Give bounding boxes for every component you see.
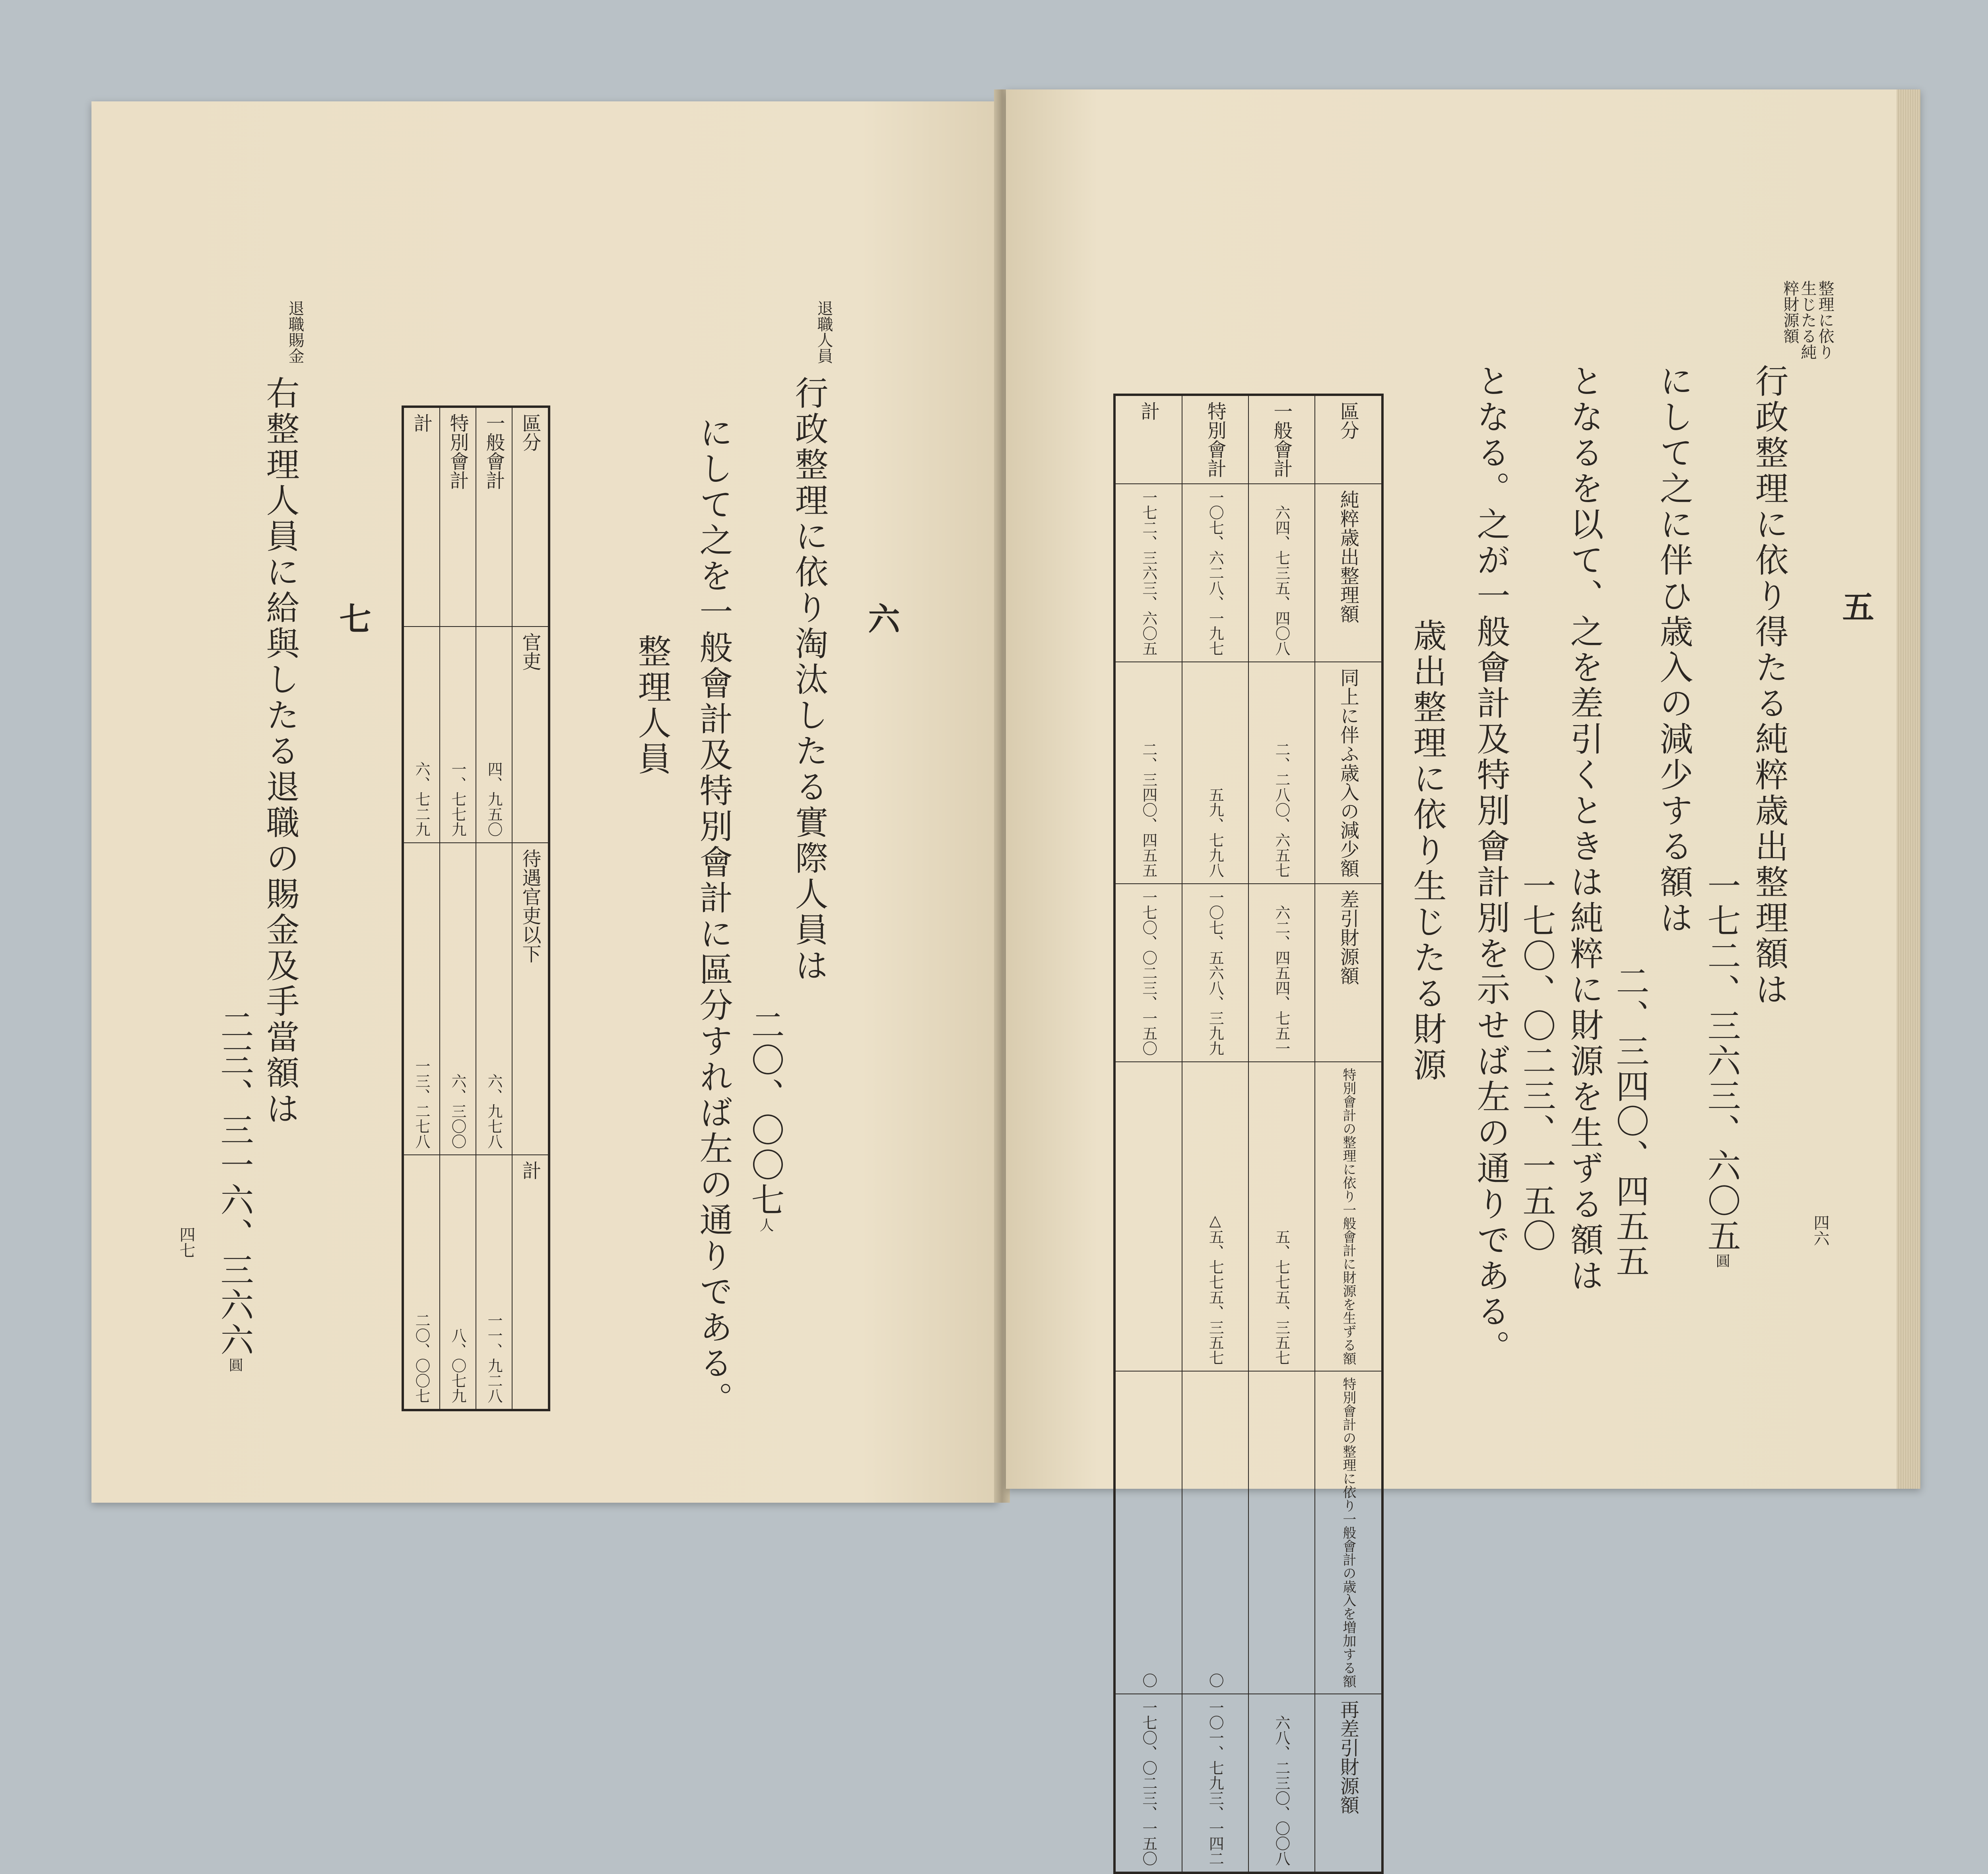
section-5-amount-1 bbox=[1698, 869, 1746, 1269]
cell-value: △五、七七五、三五七 bbox=[1182, 1062, 1248, 1371]
header-special-account-adjustment bbox=[1315, 1062, 1382, 1371]
section-5-line-1: 行政整理に依り得たる純粹歳出整理額は bbox=[1750, 364, 1789, 1008]
section-5-amount-3: 一七〇、〇二三、一五〇 bbox=[1517, 869, 1556, 1253]
table-row bbox=[1182, 395, 1248, 1873]
cell-value: 一〇一、七九三、一四二 bbox=[1182, 1694, 1248, 1873]
page-number: 四七 bbox=[177, 1226, 195, 1258]
cell-value: 二、二八〇、六五七 bbox=[1248, 662, 1315, 884]
amount-value: 二三、三一六、三六六 bbox=[215, 1008, 254, 1358]
section-5-amount-2: 二、三四〇、四五五 bbox=[1611, 964, 1650, 1279]
section-5-table-title: 歳出整理に依り生じたる財源 bbox=[1408, 618, 1447, 1083]
table-header-row bbox=[1315, 395, 1382, 1873]
cell-value: 六二、四五四、七五一 bbox=[1248, 884, 1315, 1062]
page-number: 四六 bbox=[1811, 1214, 1829, 1246]
header-officials: 官吏 bbox=[512, 627, 549, 842]
header-net-revenue: 差引財源額 bbox=[1315, 884, 1382, 1062]
page-edges bbox=[1897, 89, 1920, 1489]
table-row bbox=[1114, 395, 1182, 1873]
cell-value: 一七〇、〇二三、一五〇 bbox=[1114, 884, 1182, 1062]
staff-table bbox=[402, 405, 550, 1411]
section-6-line-2: にして之を一般會計及特別會計に區分すれば左の通りである。 bbox=[694, 415, 733, 1417]
left-page bbox=[91, 101, 998, 1503]
section-7-line-1: 右整理人員に給與したる退職の賜金及手當額は bbox=[261, 376, 300, 1127]
row-label: 特別會計 bbox=[440, 407, 476, 627]
cell-value: 六八、二三〇、〇〇八 bbox=[1248, 1694, 1315, 1873]
table-row bbox=[476, 407, 512, 1410]
amount-value: 一七二、三六三、六〇五 bbox=[1702, 869, 1741, 1253]
cell-value: 六、七二九 bbox=[403, 627, 440, 842]
amount-unit: 圓 bbox=[227, 1358, 243, 1373]
amount-unit: 圓 bbox=[1714, 1253, 1730, 1269]
side-note-retirement-allowance: 退職賜金 bbox=[286, 300, 304, 364]
amount-unit: 人 bbox=[757, 1218, 774, 1234]
header-net-expenditure-cut: 純粹歳出整理額 bbox=[1315, 484, 1382, 662]
table-row bbox=[440, 407, 476, 1410]
cell-value: 一七二、三六三、六〇五 bbox=[1114, 484, 1182, 662]
section-5-line-3: となるを以て、之を差引くときは純粹に財源を生ずる額は bbox=[1565, 364, 1604, 1294]
cell-value: 六、九七八 bbox=[476, 843, 512, 1155]
header-sub-officials: 待遇官吏以下 bbox=[512, 843, 549, 1155]
header-category: 區分 bbox=[1315, 395, 1382, 484]
cell-value: 〇 bbox=[1182, 1371, 1248, 1694]
right-page bbox=[1006, 89, 1920, 1866]
cell-value: 一三、二七八 bbox=[403, 843, 440, 1155]
cell-value: 五九、七九八 bbox=[1182, 662, 1248, 884]
cell-value: 一一、九二八 bbox=[476, 1155, 512, 1410]
cell-value: 六四、七三五、四〇八 bbox=[1248, 484, 1315, 662]
cell-value: 六、三〇〇 bbox=[440, 843, 476, 1155]
side-note-net-revenue: 整理に依り生じたる純粹財源額 bbox=[1781, 280, 1834, 360]
cell-value: 一〇七、六二八、一九七 bbox=[1182, 484, 1248, 662]
header-re-net-revenue: 再差引財源額 bbox=[1315, 1694, 1382, 1873]
section-5-line-4: となる。之が一般會計及特別會計別を示せば左の通りである。 bbox=[1472, 364, 1510, 1366]
section-7-heading: 七 bbox=[334, 602, 371, 634]
header-special-revenue-increase: 特別會計の整理に依り一般會計の歳入を増加する額 bbox=[1315, 1371, 1382, 1694]
section-6-heading: 六 bbox=[863, 602, 900, 634]
cell-value: 二〇、〇〇七 bbox=[403, 1155, 440, 1410]
cell-value: 五、七七五、三五七 bbox=[1248, 1062, 1315, 1371]
row-label: 特別會計 bbox=[1182, 395, 1248, 484]
section-7-amount bbox=[211, 1008, 259, 1373]
table-row bbox=[403, 407, 440, 1410]
header-category: 區分 bbox=[512, 407, 549, 627]
section-6-table-title: 整理人員 bbox=[633, 634, 672, 777]
section-6-line-1: 行政整理に依り淘汰したる實際人員は bbox=[790, 376, 829, 984]
header-revenue-decrease: 同上に伴ふ歳入の減少額 bbox=[1315, 662, 1382, 884]
table-row bbox=[1248, 395, 1315, 1873]
cell-value: 八、〇七九 bbox=[440, 1155, 476, 1410]
row-label: 計 bbox=[1114, 395, 1182, 484]
cell-value bbox=[1248, 1371, 1315, 1694]
cell-value bbox=[1114, 1062, 1182, 1371]
cell-value: 二、三四〇、四五五 bbox=[1114, 662, 1182, 884]
header-special-main: 特別會計の整理に依り一般會計に財源を生ずる額 bbox=[1340, 1068, 1356, 1365]
row-label: 一般會計 bbox=[476, 407, 512, 627]
open-book bbox=[91, 89, 1920, 1866]
header-total: 計 bbox=[512, 1155, 549, 1410]
amount-value: 二〇、〇〇七 bbox=[746, 1008, 785, 1218]
cell-value: 一〇七、五六八、三九九 bbox=[1182, 884, 1248, 1062]
row-label: 計 bbox=[403, 407, 440, 627]
row-label: 一般會計 bbox=[1248, 395, 1315, 484]
cell-value: 〇 bbox=[1114, 1371, 1182, 1694]
side-note-retired-staff: 退職人員 bbox=[815, 300, 833, 364]
cell-value: 四、九五〇 bbox=[476, 627, 512, 842]
cell-value: 一七〇、〇二三、一五〇 bbox=[1114, 1694, 1182, 1873]
cell-value: 一、七七九 bbox=[440, 627, 476, 842]
revenue-table bbox=[1113, 394, 1384, 1874]
section-6-amount bbox=[742, 1008, 790, 1234]
section-5-heading: 五 bbox=[1837, 590, 1874, 622]
table-header-row bbox=[512, 407, 549, 1410]
section-5-line-2: にして之に伴ひ歳入の減少する額は bbox=[1654, 364, 1693, 936]
